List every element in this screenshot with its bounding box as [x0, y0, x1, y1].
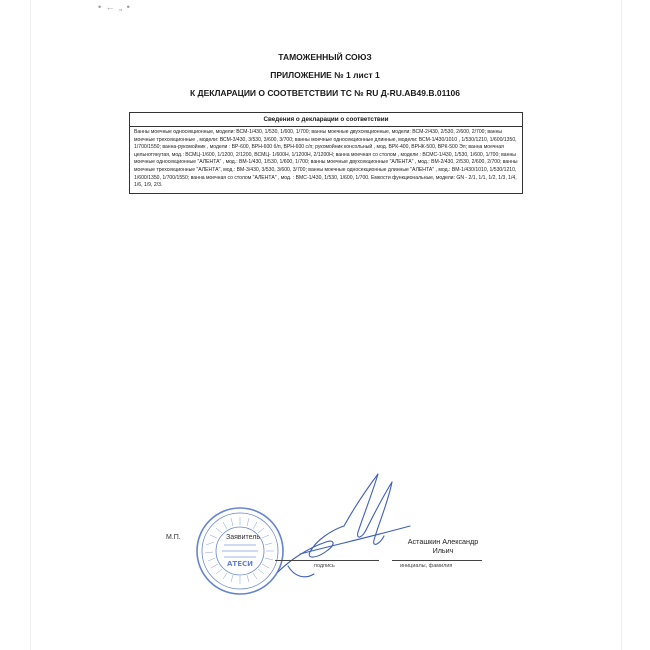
initials-line — [392, 560, 482, 561]
signature-caption: подпись — [314, 563, 335, 569]
signer-name-line2: Ильич — [432, 545, 454, 555]
applicant-label: Заявитель — [226, 534, 261, 541]
stamp-place-label: М.П. — [166, 534, 181, 541]
initials-caption: инициалы, фамилия — [400, 563, 453, 569]
stamp-center-text: АТЕСИ — [227, 560, 253, 568]
signer-name-line1: Асташкин Александр — [407, 537, 479, 546]
declaration-table — [129, 112, 523, 194]
declaration-reference: К ДЕКЛАРАЦИИ О СООТВЕТСТВИИ ТС № RU Д-RU.АВ49.В.01106 — [189, 88, 461, 98]
table-body-text: Ванны моечные односекционные, модели: ВСМ-1/430, 1/530, 1/600, 1/700; ванны моечные двухсекционные, модели: ВСМ-2/430, 2/530, 2/600, 2/700; ванны моечные трехсекционные , модели: ВСМ-3/430, 3/530, 3/600, 3/700; ванны моечные односекционные длинные, модели: ВСМ-1/430/1010 , 1/530/1210, 1/600/1350, 1/700/1550; ванна-рукомойник , модели : ВР-600, ВРН-600 б/п, ВРН-600 с/п; рукомойник консольный , мод. ВРК-400, ВРНК-500, ВРК-500 Эл; ванна моечная цельнотянутая, мод.: ВСМЦ-1/600, 1/1200, 2/1200, ВСМЦ- 1/600Н, 1/1200Н, 2/1200Н; ванна моечная со столом , модели : ВСМС-1/430, 1/530, 1/600, 1/700; ванны моечные односекционные "АЛЕНТА" , мод.: ВМ-1/430, 1/530, 1/600, 1/700; ванны моечные двухсекционные "АЛЕНТА" , мод.: ВМ-2/430, 2/530, 2/600, 2/700; ванны моечные трехсекционные "АЛЕНТА", мод.: ВМ-3/430, 3/530, 3/600, 3/700; ванны моечные односекционные длинные "АЛЕНТА" , мод.: ВМ-1/430/1010, 1/530/1210, 1/600/1350, 1/700/1550; ванна моечная со столом "АЛЕНТА" , мод. : ВМС-1/430, 1/530, 1/600, 1/700. Емкости функциональные, модели: GN - 2/1, 1/1, 1/2, 1/3, 1/4, 1/6, 1/9, 2/3. — [134, 129, 518, 189]
corner-scan-mark: • ← „ • — [98, 2, 131, 12]
handwritten-signature — [270, 468, 420, 588]
signature-line — [275, 560, 379, 561]
table-title: Сведения о декларации о соответствии — [130, 113, 522, 127]
union-title: ТАМОЖЕННЫЙ СОЮЗ — [278, 52, 372, 62]
appendix-title: ПРИЛОЖЕНИЕ № 1 лист 1 — [270, 70, 380, 80]
signer-name — [388, 538, 498, 555]
